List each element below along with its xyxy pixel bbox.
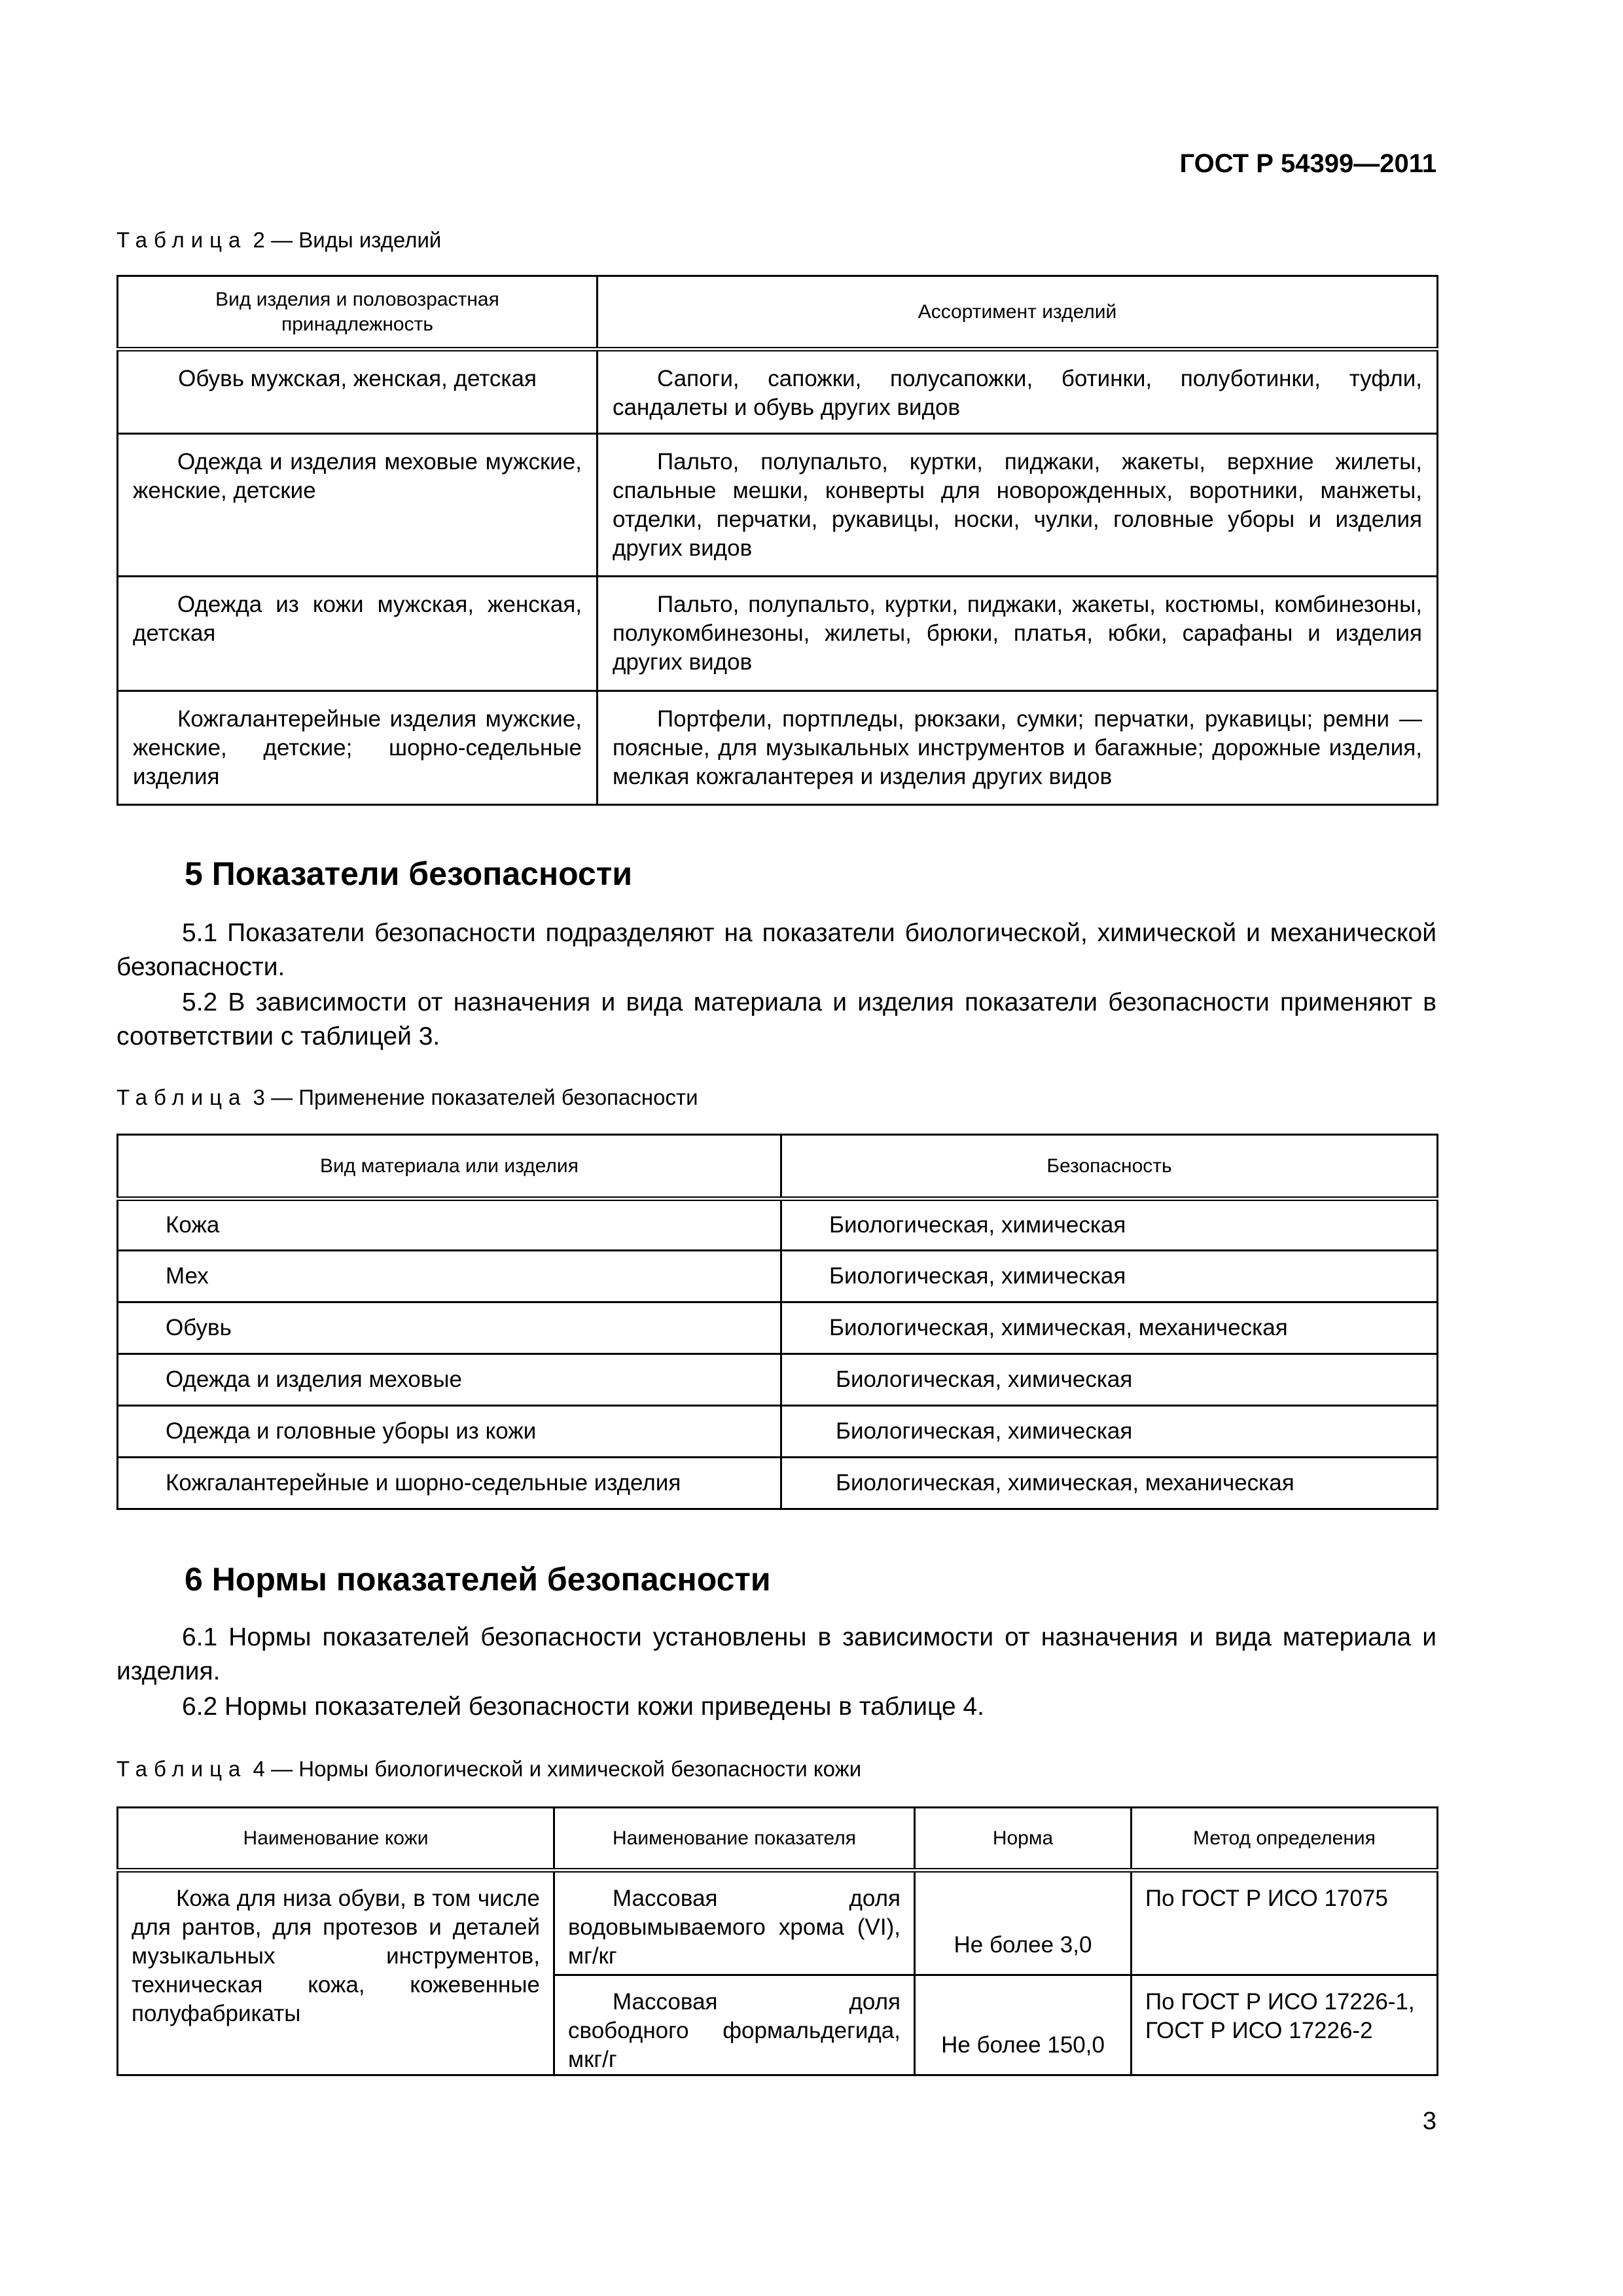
table2-cell-assortment: Портфели, портпледы, рюкзаки, сумки; перчатки, рукавицы; ремни — поясные, для музыкальных инструментов и багажные; дорожные изделия, мелкая кожгалантерея и изделия других видов [597,691,1438,805]
table4-header-cell: Норма [915,1808,1132,1871]
table2-caption-text: 2 — Виды изделий [247,228,442,252]
table4-header-row [118,1808,1438,1871]
table2-cell-kind: Обувь мужская, женская, детская [118,350,597,434]
table2-header-cell: Вид изделия и половозрастная принадлежность [118,276,597,350]
table4-caption-prefix: Таблица [116,1757,247,1781]
table2-cell-assortment: Сапоги, сапожки, полусапожки, ботинки, полуботинки, туфли, сандалеты и обувь других видов [597,350,1438,434]
table2-cell-kind: Одежда и изделия меховые мужские, женские, детские [118,434,597,577]
paragraph-5-1: 5.1 Показатели безопасности подразделяют на показатели биологической, химической и механической безопасности. [116,919,1436,981]
table3-cell-material: Кожгалантерейные и шорно-седельные изделия [118,1458,781,1509]
table-row [118,577,1438,691]
table4-cell-method: По ГОСТ Р ИСО 17226-1, ГОСТ Р ИСО 17226-2 [1132,1975,1438,2075]
table4-header-cell: Метод определения [1132,1808,1438,1871]
table3-cell-material: Одежда и головные уборы из кожи [118,1406,781,1458]
table-row [118,691,1438,805]
table3-cell-safety: Биологическая, химическая, механическая [781,1458,1438,1509]
table4 [116,1806,1438,2076]
table-row [118,1871,1438,1975]
table3-cell-material: Мех [118,1251,781,1302]
table3-cell-safety: Биологическая, химическая, механическая [781,1302,1438,1354]
table-row [118,1354,1438,1406]
table2-header-row [118,276,1438,350]
table3-cell-safety: Биологическая, химическая [781,1199,1438,1251]
section5-heading: 5 Показатели безопасности [185,855,633,892]
table-row [118,1302,1438,1354]
table4-caption-text: 4 — Нормы биологической и химической безопасности кожи [247,1757,862,1781]
table4-cell-norm: Не более 150,0 [915,1975,1132,2075]
table3-cell-material: Обувь [118,1302,781,1354]
table3-cell-safety: Биологическая, химическая [781,1251,1438,1302]
table-row [118,1251,1438,1302]
table-row [118,434,1438,577]
table4-header-cell: Наименование кожи [118,1808,554,1871]
table4-cell-leather: Кожа для низа обуви, в том числе для рантов, для протезов и деталей музыкальных инструментов, техническая кожа, кожевенные полуфабрикаты [118,1871,554,2075]
table3-cell-safety: Биологическая, химическая [781,1354,1438,1406]
table3-header-cell: Безопасность [781,1135,1438,1199]
table-row [118,1199,1438,1251]
paragraph-6-2: 6.2 Нормы показателей безопасности кожи приведены в таблице 4. [182,1693,985,1721]
table2-cell-assortment: Пальто, полупальто, куртки, пиджаки, жакеты, костюмы, комбинезоны, полукомбинезоны, жилеты, брюки, платья, юбки, сарафаны и изделия других видов [597,577,1438,691]
table4-header-cell: Наименование показателя [554,1808,915,1871]
table2-cell-kind: Одежда из кожи мужская, женская, детская [118,577,597,691]
paragraph-6-1: 6.1 Нормы показателей безопасности установлены в зависимости от назначения и вида материала и изделия. [116,1623,1436,1685]
table4-cell-indicator: Массовая доля свободного формальдегида, мкг/г [554,1975,915,2075]
table2-cell-assortment: Пальто, полупальто, куртки, пиджаки, жакеты, верхние жилеты, спальные мешки, конверты для новорожденных, воротники, манжеты, отделки, перчатки, рукавицы, носки, чулки, головные уборы и изделия других видов [597,434,1438,577]
section6-heading: 6 Нормы показателей безопасности [185,1561,771,1598]
table4-cell-method: По ГОСТ Р ИСО 17075 [1132,1871,1438,1975]
table3-caption-prefix: Таблица [116,1085,247,1109]
table2-caption [116,228,441,253]
table2-header-cell: Ассортимент изделий [597,276,1438,350]
standard-designation: ГОСТ Р 54399—2011 [1179,149,1436,178]
table4-cell-indicator: Массовая доля водовымываемого хрома (VI), мг/кг [554,1871,915,1975]
table3-cell-safety: Биологическая, химическая [781,1406,1438,1458]
table3-cell-material: Кожа [118,1199,781,1251]
paragraph-5-2: 5.2 В зависимости от назначения и вида материала и изделия показатели безопасности применяют в соответствии с таблицей 3. [116,988,1436,1050]
table-row [118,350,1438,434]
table3-caption-text: 3 — Применение показателей безопасности [247,1085,698,1109]
table3-caption [116,1085,698,1110]
table3-header-cell: Вид материала или изделия [118,1135,781,1199]
table2-caption-prefix: Таблица [116,228,247,252]
table4-caption [116,1757,861,1782]
table3-cell-material: Одежда и изделия меховые [118,1354,781,1406]
page-number: 3 [1422,2108,1436,2135]
table-row [118,1458,1438,1509]
table2-cell-kind: Кожгалантерейные изделия мужские, женские, детские; шорно-седельные изделия [118,691,597,805]
table2 [116,275,1438,806]
table3 [116,1134,1438,1510]
table4-cell-norm: Не более 3,0 [915,1871,1132,1975]
table-row [118,1406,1438,1458]
table3-header-row [118,1135,1438,1199]
